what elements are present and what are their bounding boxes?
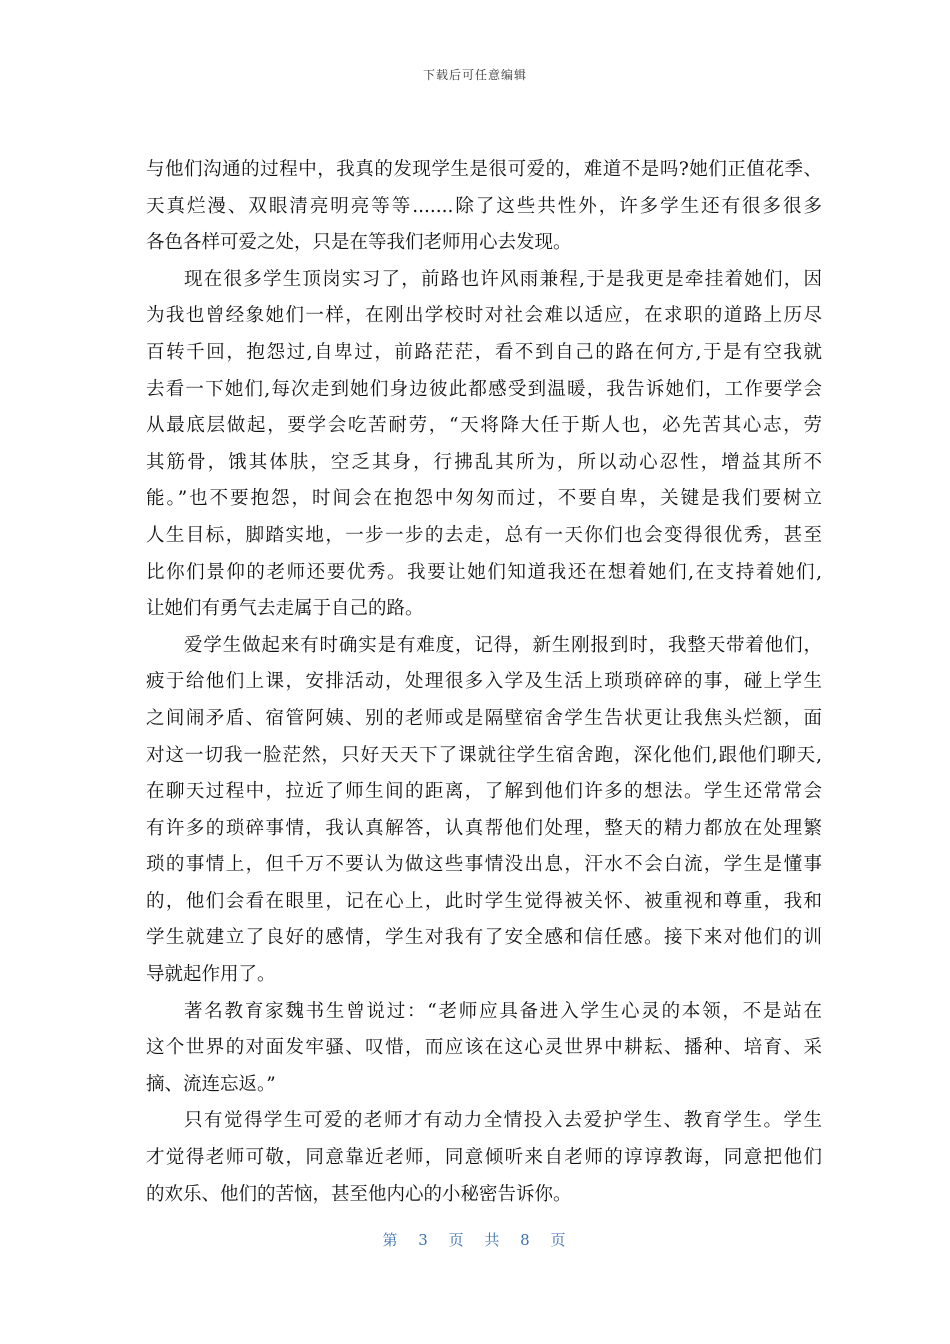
text-line: 之间闹矛盾、宿管阿姨、别的老师或是隔壁宿舍学生告状更让我焦头烂额，面 — [146, 707, 822, 729]
text-line: 为我也曾经象她们一样，在刚出学校时对社会难以适应，在求职的道路上历尽 — [146, 305, 822, 327]
text-line: 的欢乐、他们的苦恼，甚至他内心的小秘密告诉你。 — [146, 1183, 572, 1205]
document-body — [146, 152, 822, 1213]
text-line: 对这一切我一脸茫然，只好天天下了课就往学生宿舍跑，深化他们,跟他们聊天, — [146, 744, 822, 766]
text-line: 让她们有勇气去走属于自己的路。 — [146, 598, 424, 620]
paragraph-start-line: 爱学生做起来有时确实是有难度，记得，新生刚报到时，我整天带着他们， — [184, 634, 822, 656]
text-line: 能。”也不要抱怨，时间会在抱怨中匆匆而过，不要自卑，关键是我们要树立 — [146, 488, 822, 510]
text-line: 疲于给他们上课，安排活动，处理很多入学及生活上琐琐碎碎的事，碰上学生 — [146, 671, 822, 693]
text-line: 导就起作用了。 — [146, 964, 276, 986]
text-line: 有许多的琐碎事情，我认真解答，认真帮他们处理，整天的精力都放在处理繁 — [146, 817, 822, 839]
text-line: 摘、流连忘返。” — [146, 1073, 276, 1095]
text-line: 琐的事情上，但千万不要认为做这些事情没出息，汗水不会白流，学生是懂事 — [146, 854, 822, 876]
text-line: 与他们沟通的过程中，我真的发现学生是很可爱的，难道不是吗?她们正值花季、 — [146, 159, 822, 180]
text-line: 百转千回，抱怨过,自卑过，前路茫茫，看不到自己的路在何方,于是有空我就 — [146, 341, 822, 363]
paragraph-start-line: 现在很多学生顶岗实习了，前路也许风雨兼程,于是我更是牵挂着她们，因 — [184, 268, 822, 290]
text-line: 天真烂漫、双眼清亮明亮等等.......除了这些共性外，许多学生还有很多很多 — [146, 195, 822, 217]
text-line: 的，他们会看在眼里，记在心上，此时学生觉得被关怀、被重视和尊重，我和 — [146, 890, 822, 912]
page-number-footer: 第 3 页 共 8 页 — [382, 1231, 568, 1249]
text-line: 比你们景仰的老师还要优秀。我要让她们知道我还在想着她们,在支持着她们, — [146, 561, 822, 583]
text-line: 其筋骨，饿其体肤，空乏其身，行拂乱其所为，所以动心忍性，增益其所不 — [146, 451, 822, 473]
text-line: 这个世界的对面发牢骚、叹惜，而应该在这心灵世界中耕耘、播种、培育、采 — [146, 1037, 822, 1059]
text-line: 各色各样可爱之处，只是在等我们老师用心去发现。 — [146, 232, 572, 254]
page-header: 下载后可任意编辑 — [422, 68, 527, 82]
text-line: 学生就建立了良好的感情，学生对我有了安全感和信任感。接下来对他们的训 — [146, 927, 822, 949]
text-line: 去看一下她们,每次走到她们身边彼此都感受到温暖，我告诉她们，工作要学会 — [146, 378, 822, 400]
paragraph-start-line: 著名教育家魏书生曾说过：“老师应具备进入学生心灵的本领，不是站在 — [184, 1000, 822, 1022]
text-line: 人生目标，脚踏实地，一步一步的去走，总有一天你们也会变得很优秀，甚至 — [146, 524, 822, 546]
paragraph-start-line: 只有觉得学生可爱的老师才有动力全情投入去爱护学生、教育学生。学生 — [184, 1110, 822, 1132]
text-line: 在聊天过程中，拉近了师生间的距离，了解到他们许多的想法。学生还常常会 — [146, 781, 822, 803]
text-line: 才觉得老师可敬，同意靠近老师，同意倾听来自老师的谆谆教诲，同意把他们 — [146, 1147, 822, 1169]
text-line: 从最底层做起，要学会吃苦耐劳，“天将降大任于斯人也，必先苦其心志，劳 — [146, 415, 822, 437]
